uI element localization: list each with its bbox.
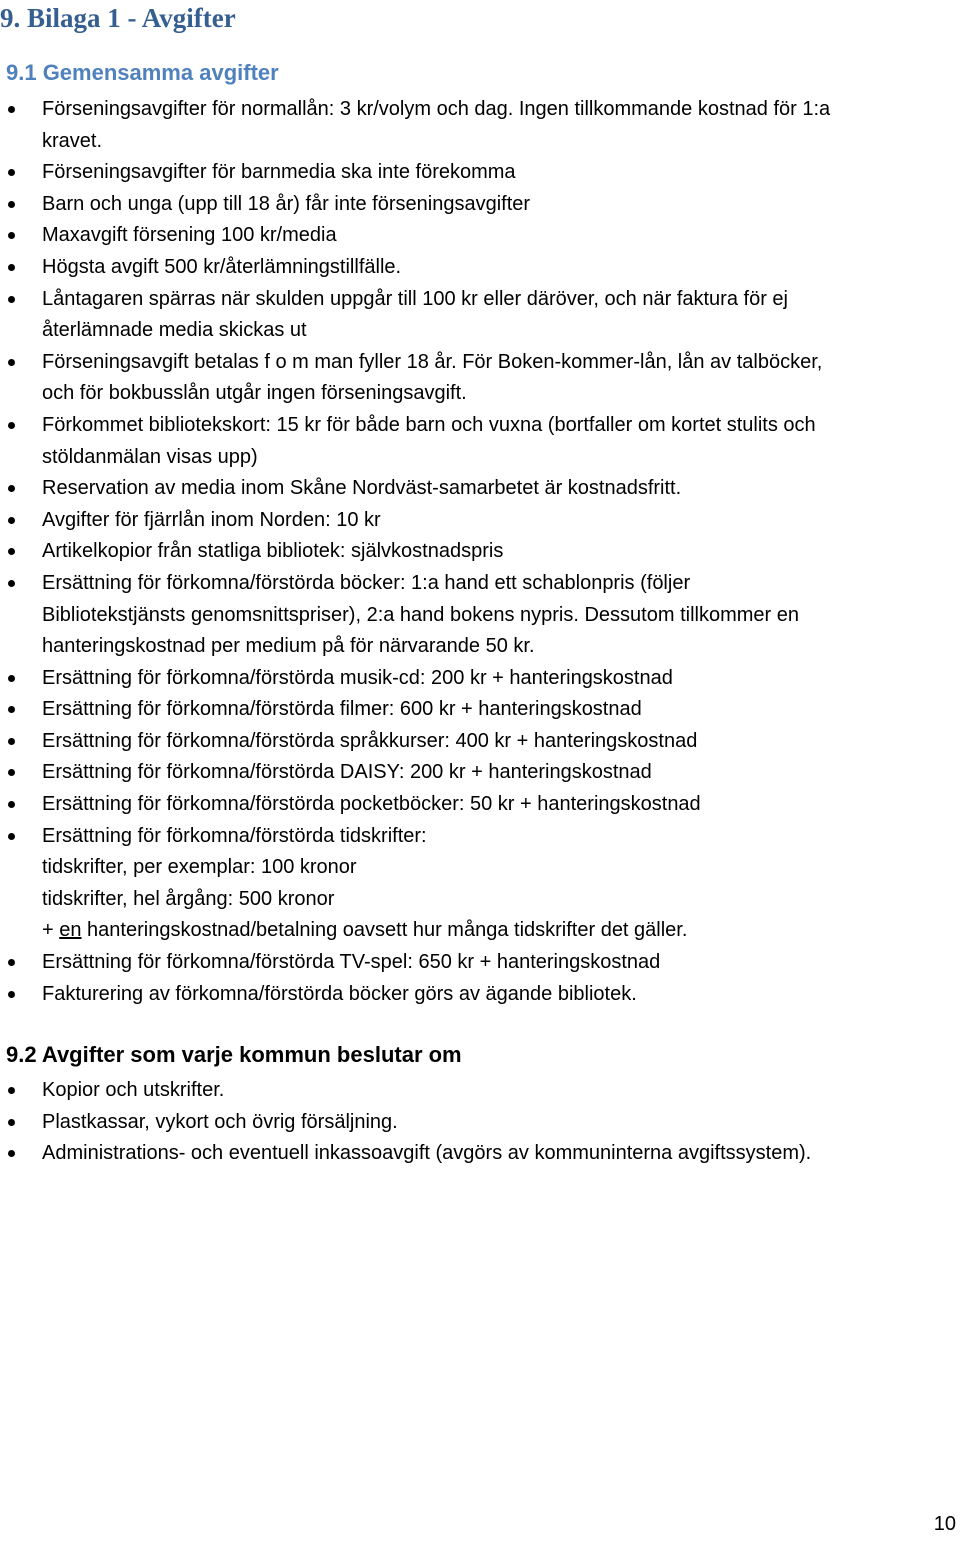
list-item	[0, 252, 960, 284]
bullet-icon	[8, 232, 15, 239]
bullet-icon	[8, 548, 15, 555]
list-item-line: Avgifter för fjärrlån inom Norden: 10 kr	[42, 508, 381, 531]
page-heading: 9. Bilaga 1 - Avgifter	[0, 3, 236, 33]
list-item	[0, 1107, 960, 1139]
list-item-line: återlämnade media skickas ut	[42, 319, 307, 342]
list-item-line: Ersättning för förkomna/förstörda pocketböcker: 50 kr + hanteringskostnad	[42, 793, 701, 816]
list-item-line: Förseningsavgifter för barnmedia ska inte förekomma	[42, 161, 516, 184]
bullet-icon	[8, 706, 15, 713]
list-item	[0, 726, 960, 758]
list-item-line: Låntagaren spärras när skulden uppgår till 100 kr eller däröver, och när faktura för ej	[42, 287, 788, 310]
list-item	[0, 757, 960, 789]
list-item	[0, 189, 960, 221]
bullet-icon	[8, 833, 15, 840]
list-item-line: Ersättning för förkomna/förstörda språkkurser: 400 kr + hanteringskostnad	[42, 729, 698, 752]
list-item	[0, 536, 960, 568]
line-prefix: +	[42, 919, 60, 942]
fee-list-common	[0, 94, 960, 1010]
list-item-line: Reservation av media inom Skåne Nordväst-samarbetet är kostnadsfritt.	[42, 477, 682, 500]
list-item-line: Ersättning för förkomna/förstörda böcker: 1:a hand ett schablonpris (följer	[42, 571, 691, 594]
bullet-icon	[8, 801, 15, 808]
list-item-line: Ersättning för förkomna/förstörda tidskrifter:	[42, 824, 427, 847]
list-item-line: Plastkassar, vykort och övrig försäljning.	[42, 1110, 398, 1133]
bullet-icon	[8, 675, 15, 682]
list-item-line: kravet.	[42, 129, 103, 152]
list-item-line: Förseningsavgift betalas f o m man fyller 18 år. För Boken-kommer-lån, lån av talböcker,	[42, 350, 823, 373]
list-item-line: Bibliotekstjänsts genomsnittspriser), 2:a hand bokens nypris. Dessutom tillkommer en	[42, 603, 799, 626]
list-item-line: stöldanmälan visas upp)	[42, 445, 258, 468]
list-item-line: Ersättning för förkomna/förstörda DAISY: 200 kr + hanteringskostnad	[42, 761, 652, 784]
list-item	[0, 663, 960, 695]
list-item-line: Administrations- och eventuell inkassoavgift (avgörs av kommuninterna avgiftssystem).	[42, 1142, 812, 1165]
list-item	[0, 157, 960, 189]
list-item-line	[42, 915, 960, 947]
bullet-icon	[8, 106, 15, 113]
bullet-icon	[8, 169, 15, 176]
list-item-line: Förseningsavgifter för normallån: 3 kr/volym och dag. Ingen tillkommande kostnad för 1:a	[42, 98, 831, 120]
list-item-line: tidskrifter, per exemplar: 100 kronor	[42, 856, 357, 879]
list-item	[0, 1075, 960, 1107]
list-item	[0, 694, 960, 726]
bullet-icon	[8, 769, 15, 776]
bullet-icon	[8, 1087, 15, 1094]
underlined-word: en	[59, 919, 82, 942]
bullet-icon	[8, 359, 15, 366]
list-item-line: Ersättning för förkomna/förstörda filmer: 600 kr + hanteringskostnad	[42, 698, 642, 721]
bullet-icon	[8, 1119, 15, 1126]
bullet-icon	[8, 738, 15, 745]
list-item-line: tidskrifter, hel årgång: 500 kronor	[42, 887, 335, 910]
bullet-icon	[8, 991, 15, 998]
list-item-line: och för bokbusslån utgår ingen förseningsavgift.	[42, 382, 467, 405]
list-item	[0, 789, 960, 821]
bullet-icon	[8, 959, 15, 966]
fee-list-municipal	[0, 1075, 960, 1170]
section-heading-9-1: 9.1 Gemensamma avgifter	[6, 60, 279, 85]
list-item-line: Kopior och utskrifter.	[42, 1079, 225, 1101]
bullet-icon	[8, 264, 15, 271]
list-item	[0, 473, 960, 505]
list-item	[0, 505, 960, 537]
list-item-line: Fakturering av förkomna/förstörda böcker görs av ägande bibliotek.	[42, 982, 637, 1005]
list-item-line: Ersättning för förkomna/förstörda musik-cd: 200 kr + hanteringskostnad	[42, 666, 673, 689]
list-item	[0, 220, 960, 252]
list-item-line: hanteringskostnad per medium på för närvarande 50 kr.	[42, 635, 535, 658]
list-item	[0, 979, 960, 1011]
bullet-icon	[8, 296, 15, 303]
bullet-icon	[8, 201, 15, 208]
list-item-line: Artikelkopior från statliga bibliotek: självkostnadspris	[42, 540, 504, 563]
list-item	[0, 568, 960, 663]
list-item-line: Högsta avgift 500 kr/återlämningstillfälle.	[42, 255, 402, 278]
list-item-line: Maxavgift försening 100 kr/media	[42, 224, 337, 247]
bullet-icon	[8, 580, 15, 587]
list-item	[0, 1138, 960, 1170]
section-heading-9-2: 9.2 Avgifter som varje kommun beslutar om	[6, 1042, 462, 1067]
list-item	[0, 947, 960, 979]
list-item	[0, 821, 960, 947]
bullet-icon	[8, 1150, 15, 1157]
list-item-line: Förkommet bibliotekskort: 15 kr för både barn och vuxna (bortfaller om kortet stulits och	[42, 413, 816, 436]
bullet-icon	[8, 422, 15, 429]
list-item-line: Barn och unga (upp till 18 år) får inte förseningsavgifter	[42, 192, 531, 215]
bullet-icon	[8, 517, 15, 524]
list-item	[0, 347, 960, 410]
list-item	[0, 284, 960, 347]
list-item	[0, 410, 960, 473]
list-item-line: Ersättning för förkomna/förstörda TV-spel: 650 kr + hanteringskostnad	[42, 951, 661, 974]
bullet-icon	[8, 485, 15, 492]
page-number: 10	[933, 1513, 956, 1535]
line-suffix: hanteringskostnad/betalning oavsett hur många tidskrifter det gäller.	[81, 919, 688, 942]
list-item	[0, 94, 960, 157]
